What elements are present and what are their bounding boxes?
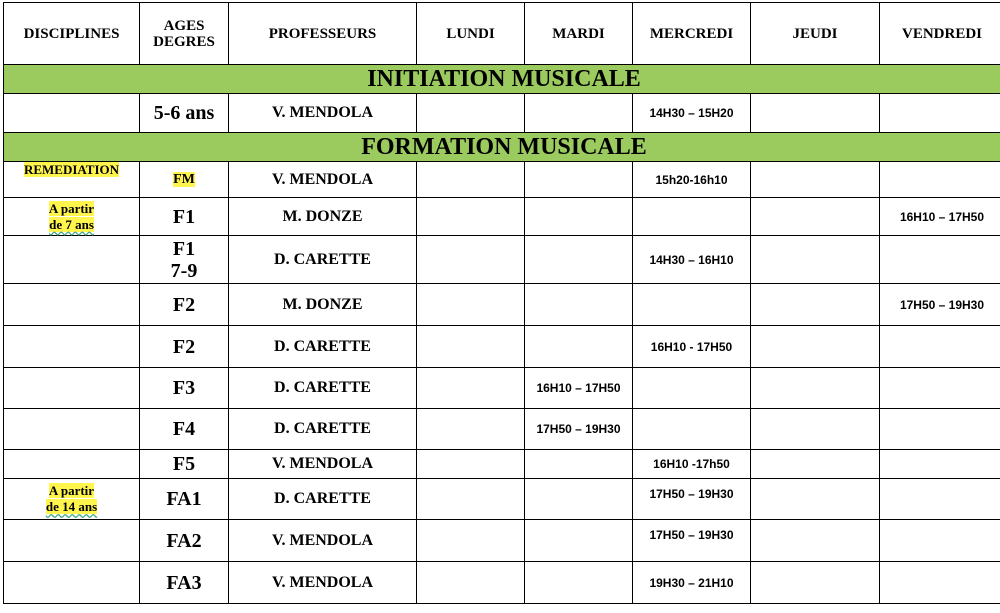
time-cell-mercredi: 14H30 – 16H10	[633, 236, 751, 284]
time-cell-mercredi: 16H10 -17h50	[633, 450, 751, 479]
schedule-table	[3, 2, 1000, 604]
section-row-formation	[4, 133, 1000, 162]
professor-cell: D. CARETTE	[229, 236, 417, 284]
time-cell-mercredi: 19H30 – 21H10	[633, 562, 751, 604]
professor-cell: M. DONZE	[229, 198, 417, 236]
time-cell-mercredi: 17H50 – 19H30	[633, 520, 751, 562]
time-cell-mercredi: 16H10 - 17H50	[633, 326, 751, 368]
discipline-cell: A partir de 7 ans	[4, 198, 140, 236]
header-disciplines: DISCIPLINES	[4, 3, 140, 65]
degree-cell: F2	[140, 326, 229, 368]
header-mercredi: MERCREDI	[633, 3, 751, 65]
header-ages-degres: AGES DEGRES	[140, 3, 229, 65]
table-row	[4, 162, 1000, 198]
header-lundi: LUNDI	[417, 3, 525, 65]
header-jeudi: JEUDI	[751, 3, 880, 65]
table-row	[4, 479, 1000, 520]
table-row	[4, 326, 1000, 368]
table-row	[4, 520, 1000, 562]
discipline-cell: A partir de 14 ans	[4, 479, 140, 520]
professor-cell: V. MENDOLA	[229, 94, 417, 133]
section-row-initiation	[4, 65, 1000, 94]
header-vendredi: VENDREDI	[880, 3, 1000, 65]
section-title-formation: FORMATION MUSICALE	[4, 133, 1000, 162]
professor-cell: V. MENDOLA	[229, 520, 417, 562]
time-cell-mercredi: 14H30 – 15H20	[633, 94, 751, 133]
degree-cell: FA3	[140, 562, 229, 604]
discipline-remediation: REMEDIATION	[23, 162, 120, 177]
degree-cell: F5	[140, 450, 229, 479]
time-cell-mardi: 17H50 – 19H30	[525, 409, 633, 450]
time-cell-mercredi: 15h20-16h10	[633, 162, 751, 198]
degree-cell: F3	[140, 368, 229, 409]
table-row	[4, 368, 1000, 409]
degree-cell: F1 7-9	[140, 236, 229, 284]
professor-cell: V. MENDOLA	[229, 162, 417, 198]
professor-cell: D. CARETTE	[229, 479, 417, 520]
degree-cell: FM	[140, 162, 229, 198]
professor-cell: D. CARETTE	[229, 368, 417, 409]
header-professeurs: PROFESSEURS	[229, 3, 417, 65]
professor-cell: V. MENDOLA	[229, 450, 417, 479]
degree-cell: 5-6 ans	[140, 94, 229, 133]
table-row	[4, 198, 1000, 236]
professor-cell: V. MENDOLA	[229, 562, 417, 604]
time-cell-vendredi: 16H10 – 17H50	[880, 198, 1000, 236]
degree-cell: F2	[140, 284, 229, 326]
degree-cell: F1	[140, 198, 229, 236]
time-cell-mercredi: 17H50 – 19H30	[633, 479, 751, 520]
discipline-cell	[4, 162, 140, 198]
degree-cell: FA1	[140, 479, 229, 520]
degree-cell: F4	[140, 409, 229, 450]
header-row	[4, 3, 1000, 65]
professor-cell: D. CARETTE	[229, 409, 417, 450]
professor-cell: D. CARETTE	[229, 326, 417, 368]
table-row	[4, 284, 1000, 326]
time-cell-vendredi: 17H50 – 19H30	[880, 284, 1000, 326]
time-cell-mardi: 16H10 – 17H50	[525, 368, 633, 409]
table-row	[4, 562, 1000, 604]
table-row	[4, 94, 1000, 133]
table-row	[4, 409, 1000, 450]
header-mardi: MARDI	[525, 3, 633, 65]
section-title-initiation: INITIATION MUSICALE	[4, 65, 1000, 94]
professor-cell: M. DONZE	[229, 284, 417, 326]
degree-cell: FA2	[140, 520, 229, 562]
table-row	[4, 236, 1000, 284]
table-row	[4, 450, 1000, 479]
